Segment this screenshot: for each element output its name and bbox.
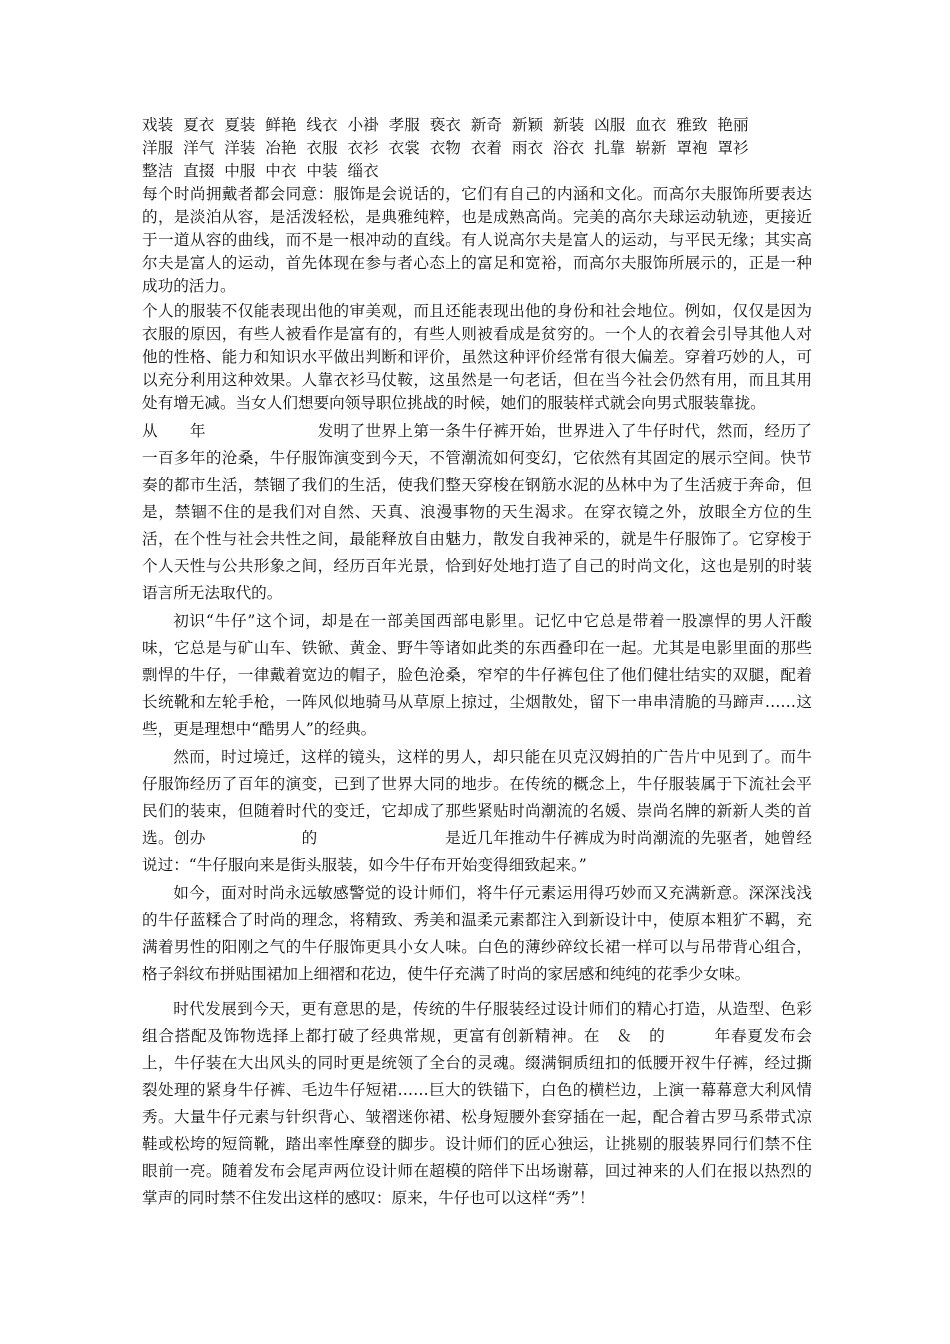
paragraph-clothing-status: 个人的服装不仅能表现出他的审美观，而且还能表现出他的身份和社会地位。例如，仅仅是因为衣服的原因，有些人被看作是富有的，有些人则被看成是贫穷的。一个人的衣着会引导其他人对他的性格、能力和知识水平做出判断和评价，虽然这种评价经常有很大偏差。穿着巧妙的人，可以充分利用这种效果。人靠衣衫马仗鞍，这虽然是一句老话，但在当今社会仍然有用，而且其用处有增无减。当女人们想要向领导职位挑战的时候，她们的服装样式就会向男式服装靠拢。: [142, 302, 812, 412]
paragraph-denim-history: 从 年 发明了世界上第一条牛仔裤开始，世界进入了牛仔时代，然而，经历了一百多年的沧桑，牛仔服饰演变到今天，不管潮流如何变幻，它依然有其固定的展示空间。快节奏的都市生活，禁锢了我们的生活，使我们整天穿梭在钢筋水泥的丛林中为了生活疲于奔命，但是，禁锢不住的是我们对自然、天真、浪漫事物的天生渴求。在穿衣镜之外，放眼全方位的生活，在个性与社会共性之间，最能释放自由魅力，散发自我神采的，就是牛仔服饰了。它穿梭于个人天性与公共形象之间，经历百年光景，恰到好处地打造了自己的时尚文化，这也是别的时装语言所无法取代的。: [142, 422, 812, 602]
paragraph-designers: 如今，面对时尚永远敏感警觉的设计师们，将牛仔元素运用得巧妙而又充满新意。深深浅浅的牛仔蓝糅合了时尚的理念，将精致、秀美和温柔元素都注入到新设计中，使原本粗犷不羁，充满着男性的阳刚之气的牛仔服饰更具小女人味。白色的薄纱碎纹长裙一样可以与吊带背心组合，格子斜纹布拼贴围裙加上细褶和花边，使牛仔充满了时尚的家居感和纯纯的花季少女味。: [142, 884, 812, 983]
paragraph-fashion-show: 时代发展到今天，更有意思的是，传统的牛仔服装经过设计师们的精心打造，从造型、色彩组合搭配及饰物选择上都打破了经典常规，更富有创新精神。在 ＆ 的 年春夏发布会上，牛仔装在大出风头的同时更是统领了全台的灵魂。缀满铜质纽扣的低腰开衩牛仔裤，经过撕裂处理的紧身牛仔裤、毛边牛仔短裙……巨大的铁锚下，白色的横栏边，上演一幕幕意大利风情秀。大量牛仔元素与针织背心、皱褶迷你裙、松身短腰外套穿插在一起，配合着古罗马系带式凉鞋或松垮的短筒靴，踏出率性摩登的脚步。设计师们的匠心独运，让挑剔的服装界同行们禁不住眼前一亮。随着发布会尾声两位设计师在超模的陪伴下出场谢幕，回过神来的人们在报以热烈的掌声的同时禁不住发出这样的感叹：原来，牛仔也可以这样“秀”！: [142, 1000, 812, 1207]
paragraph-cowboy-image: 初识“牛仔”这个词，却是在一部美国西部电影里。记忆中它总是带着一股凛悍的男人汗酸味，它总是与矿山车、铁锨、黄金、野牛等诸如此类的东西叠印在一起。尤其是电影里面的那些剽悍的牛仔，一律戴着宽边的帽子，脸色沧桑，窄窄的牛仔裤包住了他们健壮结实的双腿，配着长统靴和左轮手枪，一阵风似地骑马从草原上掠过，尘烟散处，留下一串串清脆的马蹄声……这些，更是理想中“酷男人”的经典。: [142, 612, 812, 738]
word-list-line-3: 整洁 直掇 中服 中衣 中装 缁衣: [142, 162, 379, 180]
paragraph-golf-apparel: 每个时尚拥戴者都会同意：服饰是会说话的，它们有自己的内涵和文化。而高尔夫服饰所要表达的，是淡泊从容，是活泼轻松，是典雅纯粹，也是成熟高尚。完美的高尔夫球运动轨迹，更接近于一道从容的曲线，而不是一根冲动的直线。有人说高尔夫是富人的运动，与平民无缘；其实高尔夫是富人的运动，首先体现在参与者心态上的富足和宽裕，而高尔夫服饰所展示的，正是一种成功的活力。: [142, 185, 812, 295]
word-list-line-2: 洋服 洋气 洋装 冶艳 衣服 衣衫 衣裳 衣物 衣着 雨衣 浴衣 扎靠 崭新 罩袍 罩衫: [142, 139, 749, 157]
document-page: [142, 114, 812, 1212]
paragraph-denim-evolution: 然而，时过境迁，这样的镜头，这样的男人，却只能在贝克汉姆拍的广告片中见到了。而牛仔服饰经历了百年的演变，已到了世界大同的地步。在传统的概念上，牛仔服装属于下流社会平民们的装束，但随着时代的变迁，它却成了那些紧贴时尚潮流的名媛、崇尚名牌的新新人类的首选。创办 的 是近几年推动牛仔裤成为时尚潮流的先驱者，她曾经说过：“牛仔服向来是街头服装，如今牛仔布开始变得细致起来。”: [142, 748, 812, 874]
word-list-line-1: 戏装 夏衣 夏装 鲜艳 线衣 小褂 孝服 亵衣 新奇 新颖 新装 凶服 血衣 雅致 艳丽: [142, 116, 749, 134]
